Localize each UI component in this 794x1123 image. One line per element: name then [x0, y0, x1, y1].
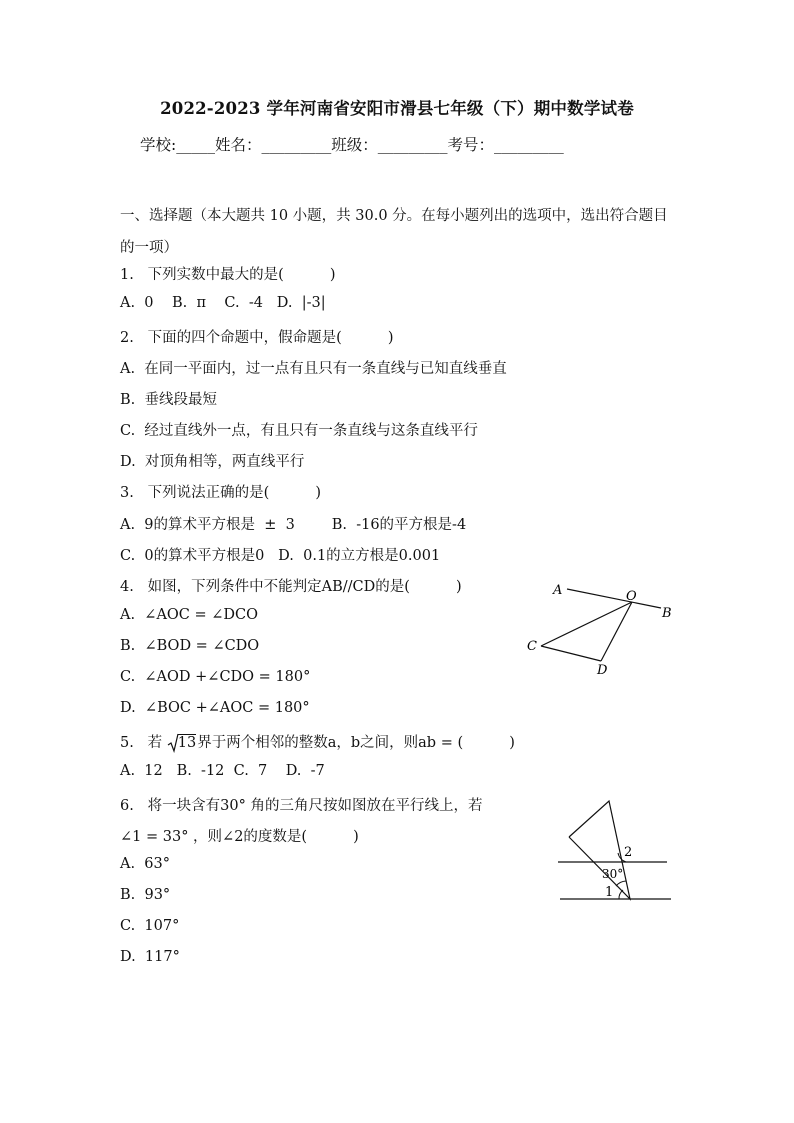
question-4-option-c: C. ∠AOD +∠CDO = 180°	[120, 669, 311, 685]
label-angle-1: 1	[605, 885, 614, 900]
line-ab	[567, 589, 661, 608]
question-6-option-c: C. 107°	[120, 918, 180, 934]
question-2-stem: 2. 下面的四个命题中，假命题是( )	[120, 330, 394, 346]
question-6-option-b: B. 93°	[120, 887, 171, 903]
triangle-ruler	[569, 801, 633, 899]
question-5-stem	[120, 731, 515, 752]
segment-cd	[541, 646, 601, 661]
label-a: A	[553, 583, 563, 598]
label-angle-2: 2	[624, 845, 633, 860]
label-o: O	[626, 589, 637, 604]
question-6-figure	[550, 795, 680, 910]
question-5-stem-post: 界于两个相邻的整数a，b之间，则ab = ( )	[197, 735, 515, 751]
question-1-stem: 1. 下列实数中最大的是( )	[120, 267, 336, 283]
question-2-option-c: C. 经过直线外一点，有且只有一条直线与这条直线平行	[120, 423, 478, 439]
question-4-stem: 4. 如图，下列条件中不能判定AB//CD的是( )	[120, 579, 462, 595]
question-4-figure	[520, 575, 690, 685]
question-3-options-row1: A. 9的算术平方根是 ± 3 B. -16的平方根是-4	[120, 517, 467, 533]
radical-sign	[167, 733, 179, 753]
question-5-stem-pre: 5. 若	[120, 735, 167, 751]
page-title: 2022-2023 学年河南省安阳市滑县七年级（下）期中数学试卷	[160, 99, 634, 118]
sqrt-expression	[167, 735, 197, 751]
question-4-option-a: A. ∠AOC = ∠DCO	[120, 607, 259, 623]
question-6-option-a: A. 63°	[120, 856, 170, 872]
question-4-option-d: D. ∠BOC +∠AOC = 180°	[120, 700, 310, 716]
question-1-options: A. 0 B. π C. -4 D. |-3|	[120, 295, 326, 311]
question-3-stem: 3. 下列说法正确的是( )	[120, 485, 322, 501]
angle-arc-30	[616, 881, 626, 886]
label-d: D	[597, 663, 608, 678]
question-6-stem-line2: ∠1 = 33° ，则∠2的度数是( )	[120, 829, 359, 845]
label-b: B	[662, 606, 672, 621]
section-heading: 一、选择题（本大题共 10 小题，共 30.0 分。在每小题列出的选项中，选出符合题目的一项）	[120, 208, 668, 256]
question-5-options: A. 12 B. -12 C. 7 D. -7	[120, 763, 325, 779]
question-3-options-row2: C. 0的算术平方根是0 D. 0.1的立方根是0.001	[120, 548, 441, 564]
question-4-option-b: B. ∠BOD = ∠CDO	[120, 638, 260, 654]
student-info-line: 学校:_____姓名：_________班级：_________考号：_________	[140, 136, 564, 154]
label-c: C	[527, 639, 537, 654]
question-6-stem-line1: 6. 将一块含有30° 角的三角尺按如图放在平行线上，若	[120, 798, 483, 814]
segment-od	[601, 602, 632, 661]
question-2-option-a: A. 在同一平面内，过一点有且只有一条直线与已知直线垂直	[120, 361, 507, 377]
label-angle-30: 30°	[602, 867, 624, 881]
question-2-option-b: B. 垂线段最短	[120, 392, 217, 408]
radicand: 13	[177, 735, 197, 751]
segment-oc	[541, 602, 632, 646]
question-6-option-d: D. 117°	[120, 949, 180, 965]
question-2-option-d: D. 对顶角相等，两直线平行	[120, 454, 305, 470]
